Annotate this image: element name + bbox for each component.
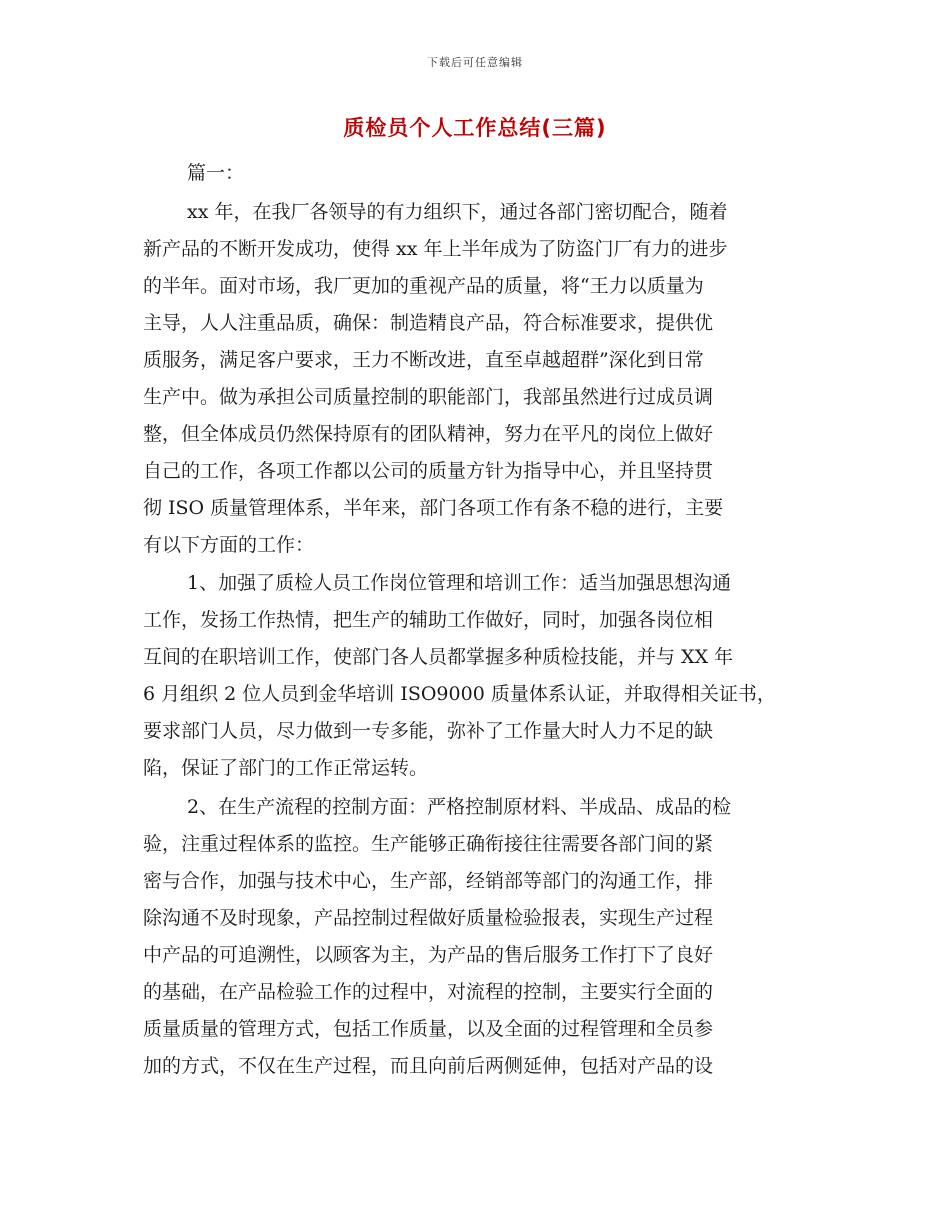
paragraph-line: 质服务，满足客户要求，王力不断改进，直至卓越超群”深化到日常 — [143, 349, 704, 371]
paragraph-line: 新产品的不断开发成功，使得 xx 年上半年成为了防盗门厂有力的进步 — [143, 238, 728, 260]
paragraph-line: 自己的工作，各项工作都以公司的质量方针为指导中心，并且坚持贯 — [143, 460, 714, 482]
header-note: 下载后可任意编辑 — [427, 56, 523, 69]
paragraph-line: 1、加强了质检人员工作岗位管理和培训工作：适当加强思想沟通 — [187, 572, 732, 594]
paragraph-line: 工作，发扬工作热情，把生产的辅助工作做好，同时，加强各岗位相 — [143, 609, 714, 631]
paragraph-line: xx 年，在我厂各领导的有力组织下，通过各部门密切配合，随着 — [187, 201, 728, 223]
paragraph-line: 密与合作，加强与技术中心，生产部，经销部等部门的沟通工作，排 — [143, 870, 714, 892]
paragraph-line: 主导，人人注重品质，确保：制造精良产品，符合标准要求，提供优 — [143, 312, 714, 334]
paragraph-line: 要求部门人员，尽力做到一专多能，弥补了工作量大时人力不足的缺 — [143, 720, 714, 742]
paragraph-line: 的半年。面对市场，我厂更加的重视产品的质量，将“王力以质量为 — [143, 275, 704, 297]
paragraph-line: 6 月组织 2 位人员到金华培训 ISO9000 质量体系认证，并取得相关证书， — [143, 683, 776, 705]
paragraph-line: 陷，保证了部门的工作正常运转。 — [143, 757, 429, 779]
paragraph-line: 彻 ISO 质量管理体系，半年来，部门各项工作有条不稳的进行，主要 — [143, 497, 724, 519]
paragraph-line: 互间的在职培训工作，使部门各人员都掌握多种质检技能，并与 XX 年 — [143, 646, 734, 668]
paragraph-line: 中产品的可追溯性，以顾客为主，为产品的售后服务工作打下了良好 — [143, 944, 714, 966]
paragraph-line: 质量质量的管理方式，包括工作质量，以及全面的过程管理和全员参 — [143, 1018, 714, 1040]
paragraph-line: 整，但全体成员仍然保持原有的团队精神，努力在平凡的岗位上做好 — [143, 423, 714, 445]
paragraph-line: 生产中。做为承担公司质量控制的职能部门，我部虽然进行过成员调 — [143, 386, 714, 408]
paragraph-line: 有以下方面的工作： — [143, 534, 315, 556]
section-heading: 篇一： — [187, 162, 245, 184]
paragraph-line: 除沟通不及时现象，产品控制过程做好质量检验报表，实现生产过程 — [143, 907, 714, 929]
paragraph-line: 的基础，在产品检验工作的过程中，对流程的控制，主要实行全面的 — [143, 981, 714, 1003]
paragraph-line: 2、在生产流程的控制方面：严格控制原材料、半成品、成品的检 — [187, 796, 732, 818]
document-title: 质检员个人工作总结(三篇) — [343, 116, 607, 140]
paragraph-line: 验，注重过程体系的监控。生产能够正确衔接往往需要各部门间的紧 — [143, 833, 714, 855]
paragraph-line: 加的方式，不仅在生产过程，而且向前后两侧延伸，包括对产品的设 — [143, 1055, 714, 1077]
